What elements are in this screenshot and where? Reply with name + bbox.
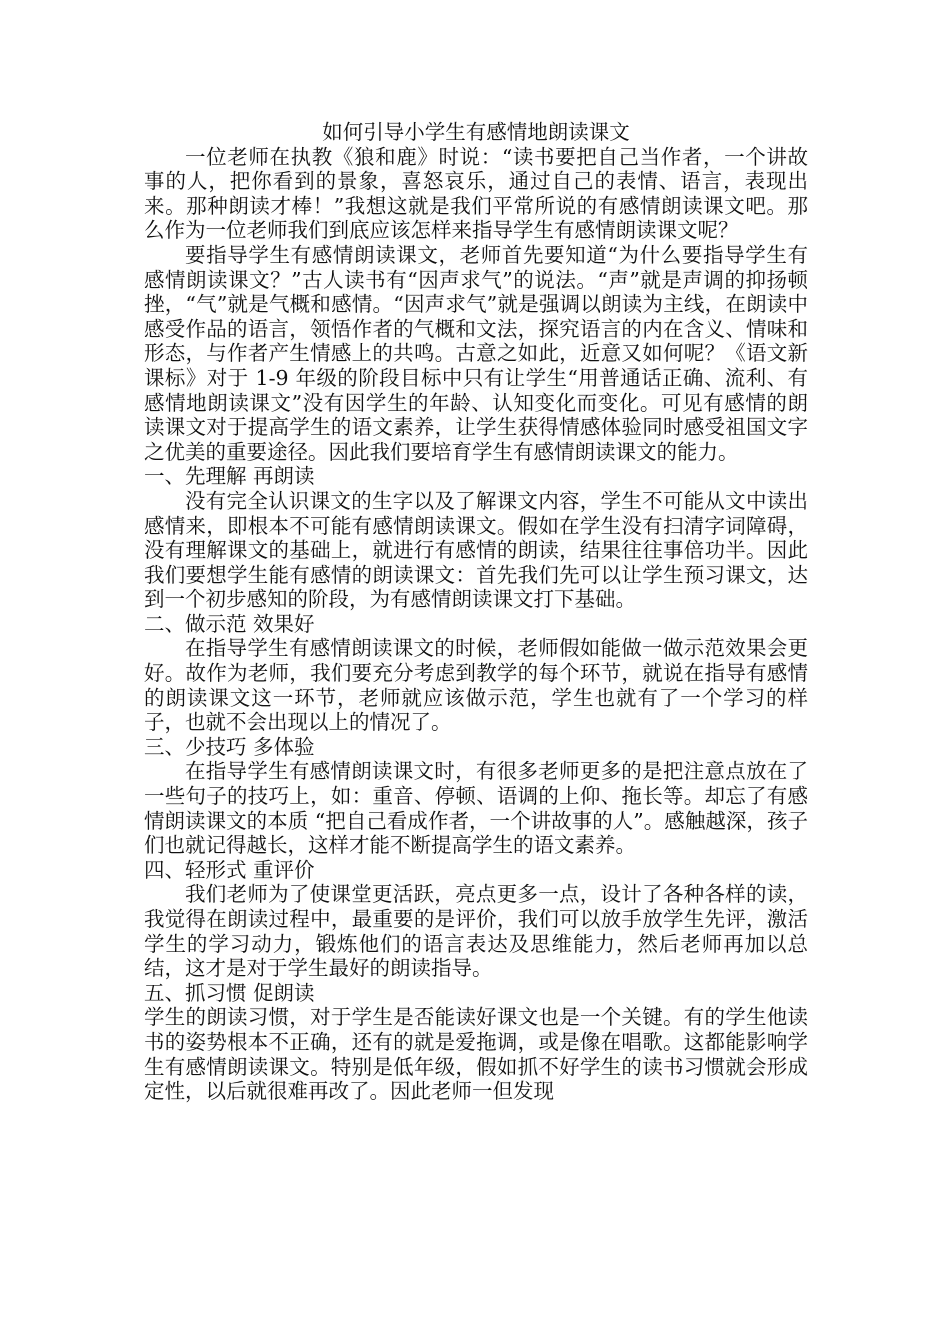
section-heading-1: 一、先理解 再朗读 — [144, 464, 315, 489]
document-title: 如何引导小学生有感情地朗读课文 — [322, 120, 630, 144]
document-page — [144, 120, 808, 1104]
section-heading-4: 四、轻形式 重评价 — [144, 857, 315, 882]
intro-paragraph-2: 要指导学生有感情朗读课文，老师首先要知道“为什么要指导学生有感情朗读课文？”古人读书有“因声求气”的说法。“声”就是声调的抑扬顿挫，“气”就是气概和感情。“因声求气”就是强调以朗读为主线，在朗读中感受作品的语言，领悟作者的气概和文法，探究语言的内在含义、情味和形态，与作者产生情感上的共鸣。古意之如此，近意又如何呢？《语文新课标》对于 1-9 年级的阶段目标中只有让学生“用普通话正确、流利、有感情地朗读课文”没有因学生的年龄、认知变化而变化。可见有感情的朗读课文对于提高学生的语文素养，让学生获得情感体验同时感受祖国文字之优美的重要途径。因此我们要培育学生有感情朗读课文的能力。 — [144, 242, 808, 464]
section-body-4: 我们老师为了使课堂更活跃，亮点更多一点，设计了各种各样的读，我觉得在朗读过程中，最重要的是评价，我们可以放手放学生先评，激活学生的学习动力，锻炼他们的语言表达及思维能力，然后老师再加以总结，这才是对于学生最好的朗读指导。 — [144, 882, 808, 981]
section-body-5: 学生的朗读习惯，对于学生是否能读好课文也是一个关键。有的学生他读书的姿势根本不正确，还有的就是爱拖调，或是像在唱歌。这都能影响学生有感情朗读课文。特别是低年级，假如抓不好学生的读书习惯就会形成定性，以后就很难再改了。因此老师一但发现 — [144, 1005, 808, 1104]
section-heading-3: 三、少技巧 多体验 — [144, 734, 315, 759]
section-body-2: 在指导学生有感情朗读课文的时候，老师假如能做一做示范效果会更好。故作为老师，我们要充分考虑到教学的每个环节，就说在指导有感情的朗读课文这一环节，老师就应该做示范，学生也就有了一个学习的样子，也就不会出现以上的情况了。 — [144, 636, 808, 735]
section-heading-2: 二、做示范 效果好 — [144, 611, 315, 636]
section-body-3: 在指导学生有感情朗读课文时，有很多老师更多的是把注意点放在了一些句子的技巧上，如：重音、停顿、语调的上仰、拖长等。却忘了有感情朗读课文的本质 “把自己看成作者，一个讲故事的人”。感触越深，孩子们也就记得越长，这样才能不断提高学生的语文素养。 — [144, 759, 808, 858]
section-heading-5: 五、抓习惯 促朗读 — [144, 980, 315, 1005]
section-body-1: 没有完全认识课文的生字以及了解课文内容，学生不可能从文中读出感情来，即根本不可能有感情朗读课文。假如在学生没有扫清字词障碍，没有理解课文的基础上，就进行有感情的朗读，结果往往事倍功半。因此我们要想学生能有感情的朗读课文：首先我们先可以让学生预习课文，达到一个初步感知的阶段，为有感情朗读课文打下基础。 — [144, 488, 808, 612]
intro-paragraph-1: 一位老师在执教《狼和鹿》时说：“读书要把自己当作者，一个讲故事的人，把你看到的景象，喜怒哀乐，通过自己的表情、语言，表现出来。那种朗读才棒！”我想这就是我们平常所说的有感情朗读课文吧。那么作为一位老师我们到底应该怎样来指导学生有感情朗读课文呢？ — [144, 144, 808, 243]
